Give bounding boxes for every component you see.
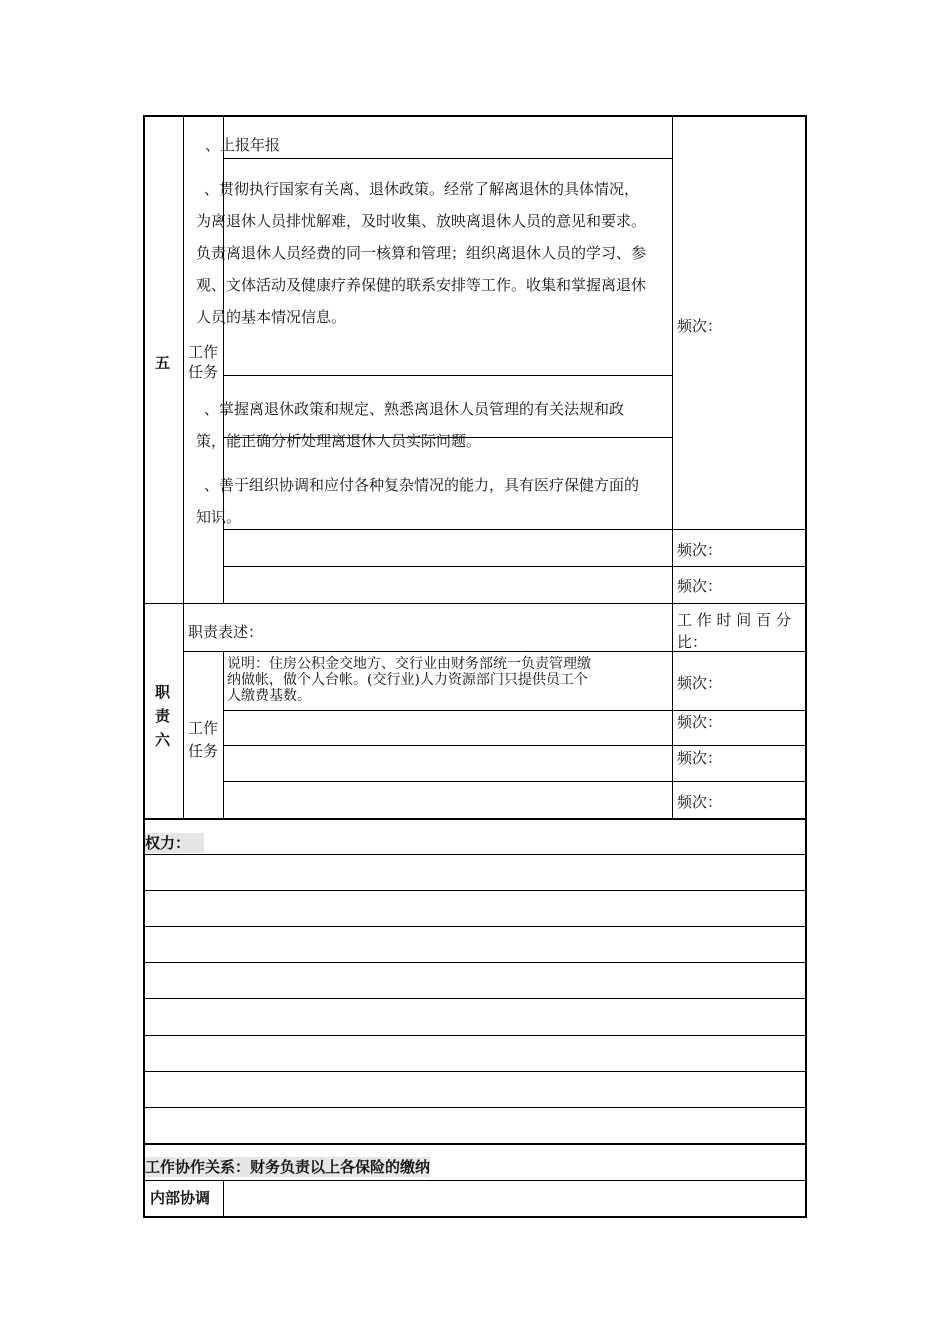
time-percent-label-2: 比： <box>677 633 708 651</box>
section6-label-3: 六 <box>155 731 171 749</box>
section-divider-5-6 <box>143 603 807 604</box>
master-line-1: 、掌握离退休政策和规定、熟悉离退休人员管理的有关法规和政 <box>204 400 625 418</box>
sec5-work-task-label-2: 任务 <box>188 363 219 381</box>
sec6-work-task-label-1: 工作 <box>188 719 219 737</box>
organize-line-2: 知识。 <box>196 508 242 526</box>
sec5-work-task-label-1: 工作 <box>188 343 219 361</box>
authority-row-line-2 <box>143 890 807 891</box>
sec6-frequency-4: 频次： <box>677 793 723 811</box>
note-line-3: 人缴费基数。 <box>227 688 311 704</box>
time-percent-label-1: 工 作 时 间 百 分 <box>677 611 791 629</box>
sec6-row-line-c <box>223 745 807 746</box>
cooperation-row-line <box>143 1180 807 1181</box>
sec5-col-line-3 <box>672 115 673 604</box>
section6-label-2: 责 <box>155 707 171 725</box>
authority-label: 权力： <box>145 833 204 853</box>
authority-row-line-5 <box>143 998 807 999</box>
sec5-col-line-1 <box>183 115 184 604</box>
policy-line-4: 观、文体活动及健康疗养保健的联系安排等工作。收集和掌握离退休 <box>196 276 647 294</box>
internal-coordination-label: 内部协调 <box>150 1189 211 1207</box>
sec5-row-line-b <box>223 375 673 376</box>
duty-description-label: 职责表述： <box>188 623 264 641</box>
note-line-1: 说明：住房公积金交地方、交行业由财务部统一负责管理缴 <box>227 656 591 672</box>
authority-row-line-6 <box>143 1035 807 1036</box>
section5-number: 五 <box>155 354 171 372</box>
task-item-report: 、上报年报 <box>205 136 281 154</box>
sec5-frequency-3: 频次： <box>677 577 723 595</box>
task-item-policy <box>196 173 646 333</box>
sec6-work-task-label-2: 任务 <box>188 742 219 760</box>
authority-row-line-7 <box>143 1071 807 1072</box>
cooperation-label: 工作协作关系：财务负责以上各保险的缴纳 <box>145 1158 431 1176</box>
task-item-master <box>196 393 624 457</box>
organize-line-1: 、善于组织协调和应付各种复杂情况的能力，具有医疗保健方面的 <box>204 476 640 494</box>
sec6-col-line-2 <box>223 651 224 819</box>
sec6-frequency-2: 频次： <box>677 713 723 731</box>
sec6-row-line-d <box>223 781 807 782</box>
sec5-frequency-2: 频次： <box>677 541 723 559</box>
master-line-2: 策，能正确分析处理离退休人员实际问题。 <box>196 432 482 450</box>
authority-bottom-line <box>143 1143 807 1145</box>
section-divider-6-authority <box>143 818 807 820</box>
policy-line-5: 人员的基本情况信息。 <box>196 308 347 326</box>
sec6-col-line-1 <box>183 603 184 819</box>
sec5-frequency-1: 频次： <box>677 317 723 335</box>
internal-coord-divider <box>223 1180 224 1217</box>
authority-row-line-4 <box>143 962 807 963</box>
authority-row-line-1 <box>143 854 807 855</box>
sec5-row-line-a <box>223 158 673 159</box>
authority-row-line-8 <box>143 1107 807 1108</box>
sec6-frequency-1: 频次： <box>677 674 723 692</box>
sec6-row-line-b <box>223 710 807 711</box>
note-line-2: 纳做帐，做个人台帐。(交行业)人力资源部门只提供员工个 <box>227 672 588 688</box>
authority-row-line-3 <box>143 926 807 927</box>
task-item-organize <box>196 469 639 533</box>
section6-label-1: 职 <box>155 683 171 701</box>
policy-line-3: 负责离退休人员经费的同一核算和管理；组织离退休人员的学习、参 <box>196 244 647 262</box>
sec6-col-line-3 <box>672 603 673 819</box>
policy-line-2: 为离退休人员排忧解难，及时收集、放映离退休人员的意见和要求。 <box>196 212 647 230</box>
policy-line-1: 、贯彻执行国家有关离、退休政策。经常了解离退休的具体情况， <box>204 180 640 198</box>
sec6-row-line-a <box>183 651 807 652</box>
housing-fund-note <box>227 656 591 704</box>
sec6-frequency-3: 频次： <box>677 749 723 767</box>
sec5-row-line-e <box>223 566 807 567</box>
